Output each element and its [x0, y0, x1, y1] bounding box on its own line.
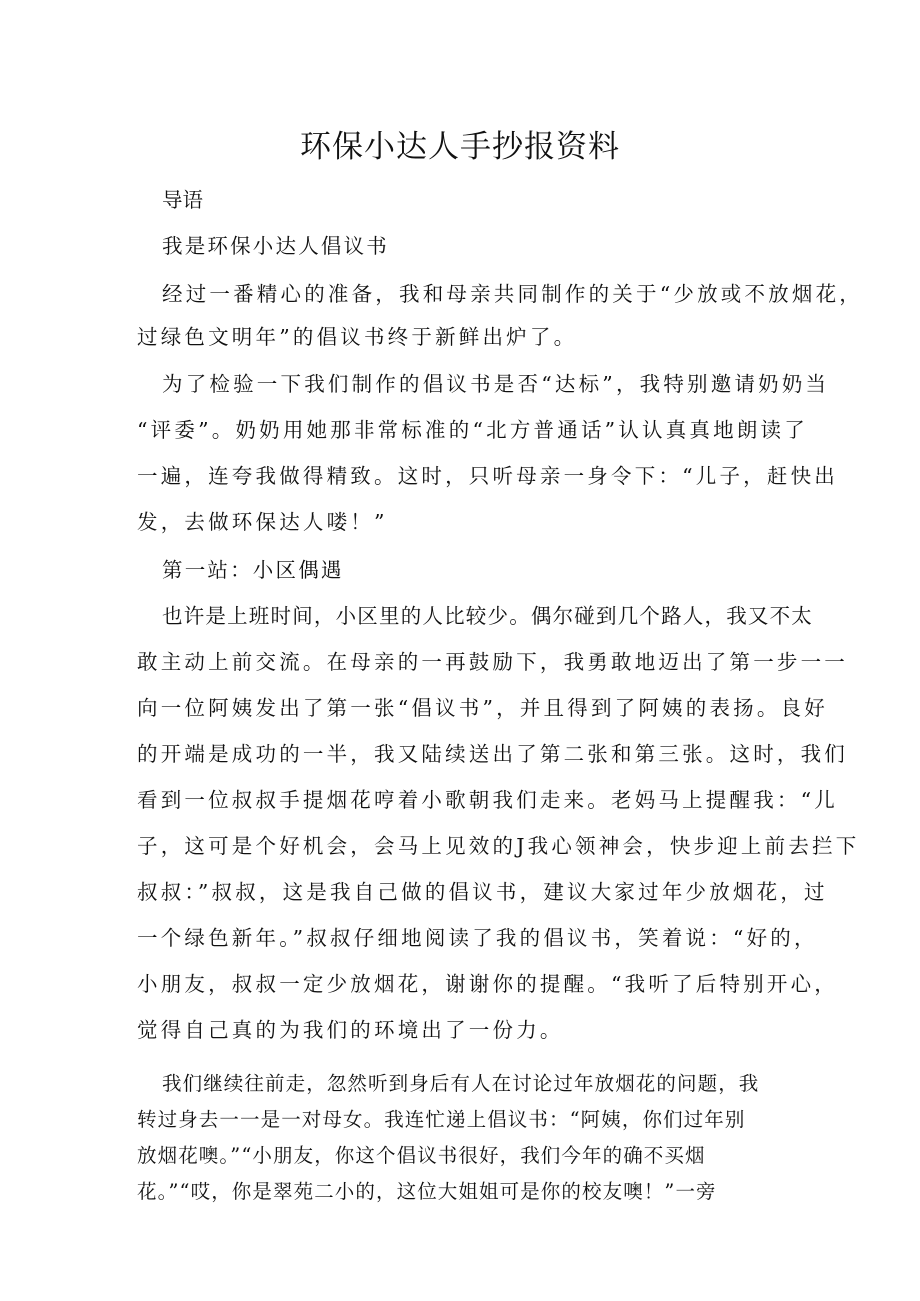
paragraph-line: 转过身去一一是一对母女。我连忙递上倡议书：“阿姨，你们过年别	[137, 1108, 746, 1131]
heading-proposal: 我是环保小达人倡议书	[162, 234, 389, 258]
paragraph-line: 一遍，连夸我做得精致。这时，只听母亲一身令下：“儿子，赶快出	[137, 464, 838, 488]
paragraph-line: 花。”“哎，你是翠苑二小的，这位大姐姐可是你的校友噢！”一旁	[137, 1180, 717, 1203]
heading-intro: 导语	[162, 188, 203, 212]
paragraph-line: 过绿色文明年”的倡议书终于新鲜出炉了。	[137, 325, 578, 349]
heading-station1: 第一站：小区偶遇	[162, 558, 344, 582]
paragraph-line: 发，去做环保达人喽！”	[137, 510, 388, 534]
paragraph-line: 敢主动上前交流。在母亲的一再鼓励下，我勇敢地迈出了第一步一一	[137, 650, 848, 674]
paragraph-line: 我们继续往前走，忽然听到身后有人在讨论过年放烟花的问题，我	[162, 1072, 760, 1095]
paragraph-line: 一个绿色新年。”叔叔仔细地阅读了我的倡议书，笑着说：“好的，	[137, 926, 818, 950]
paragraph-line: 觉得自己真的为我们的环境出了一份力。	[137, 1018, 564, 1042]
paragraph-line: 子，这可是个好机会，会马上见效的J我心领神会，快步迎上前去拦下	[137, 834, 860, 858]
paragraph-line: 也许是上班时间，小区里的人比较少。偶尔碰到几个路人，我又不太	[162, 604, 813, 628]
paragraph-line: 叔叔：”叔叔，这是我自己做的倡议书，建议大家过年少放烟花，过	[137, 880, 828, 904]
paragraph-line: 放烟花噢。”“小朋友，你这个倡议书很好，我们今年的确不买烟	[137, 1144, 706, 1167]
paragraph-line: 小朋友，叔叔一定少放烟花，谢谢你的提醒。“我听了后特别开心，	[137, 972, 838, 996]
document-title: 环保小达人手抄报资料	[300, 129, 620, 165]
paragraph-line: 经过一番精心的准备，我和母亲共同制作的关于“少放或不放烟花，	[162, 282, 863, 306]
paragraph-line: 向一位阿姨发出了第一张“倡议书”，并且得到了阿姨的表扬。良好	[137, 696, 828, 720]
paragraph-line: “评委”。奶奶用她那非常标准的“北方普通话”认认真真地朗读了	[137, 418, 808, 442]
paragraph-line: 看到一位叔叔手提烟花哼着小歌朝我们走来。老妈马上提醒我：“儿	[137, 788, 838, 812]
paragraph-line: 的开端是成功的一半，我又陆续送出了第二张和第三张。这时，我们	[137, 742, 848, 766]
paragraph-line: 为了检验一下我们制作的倡议书是否“达标”，我特别邀请奶奶当	[162, 372, 830, 396]
